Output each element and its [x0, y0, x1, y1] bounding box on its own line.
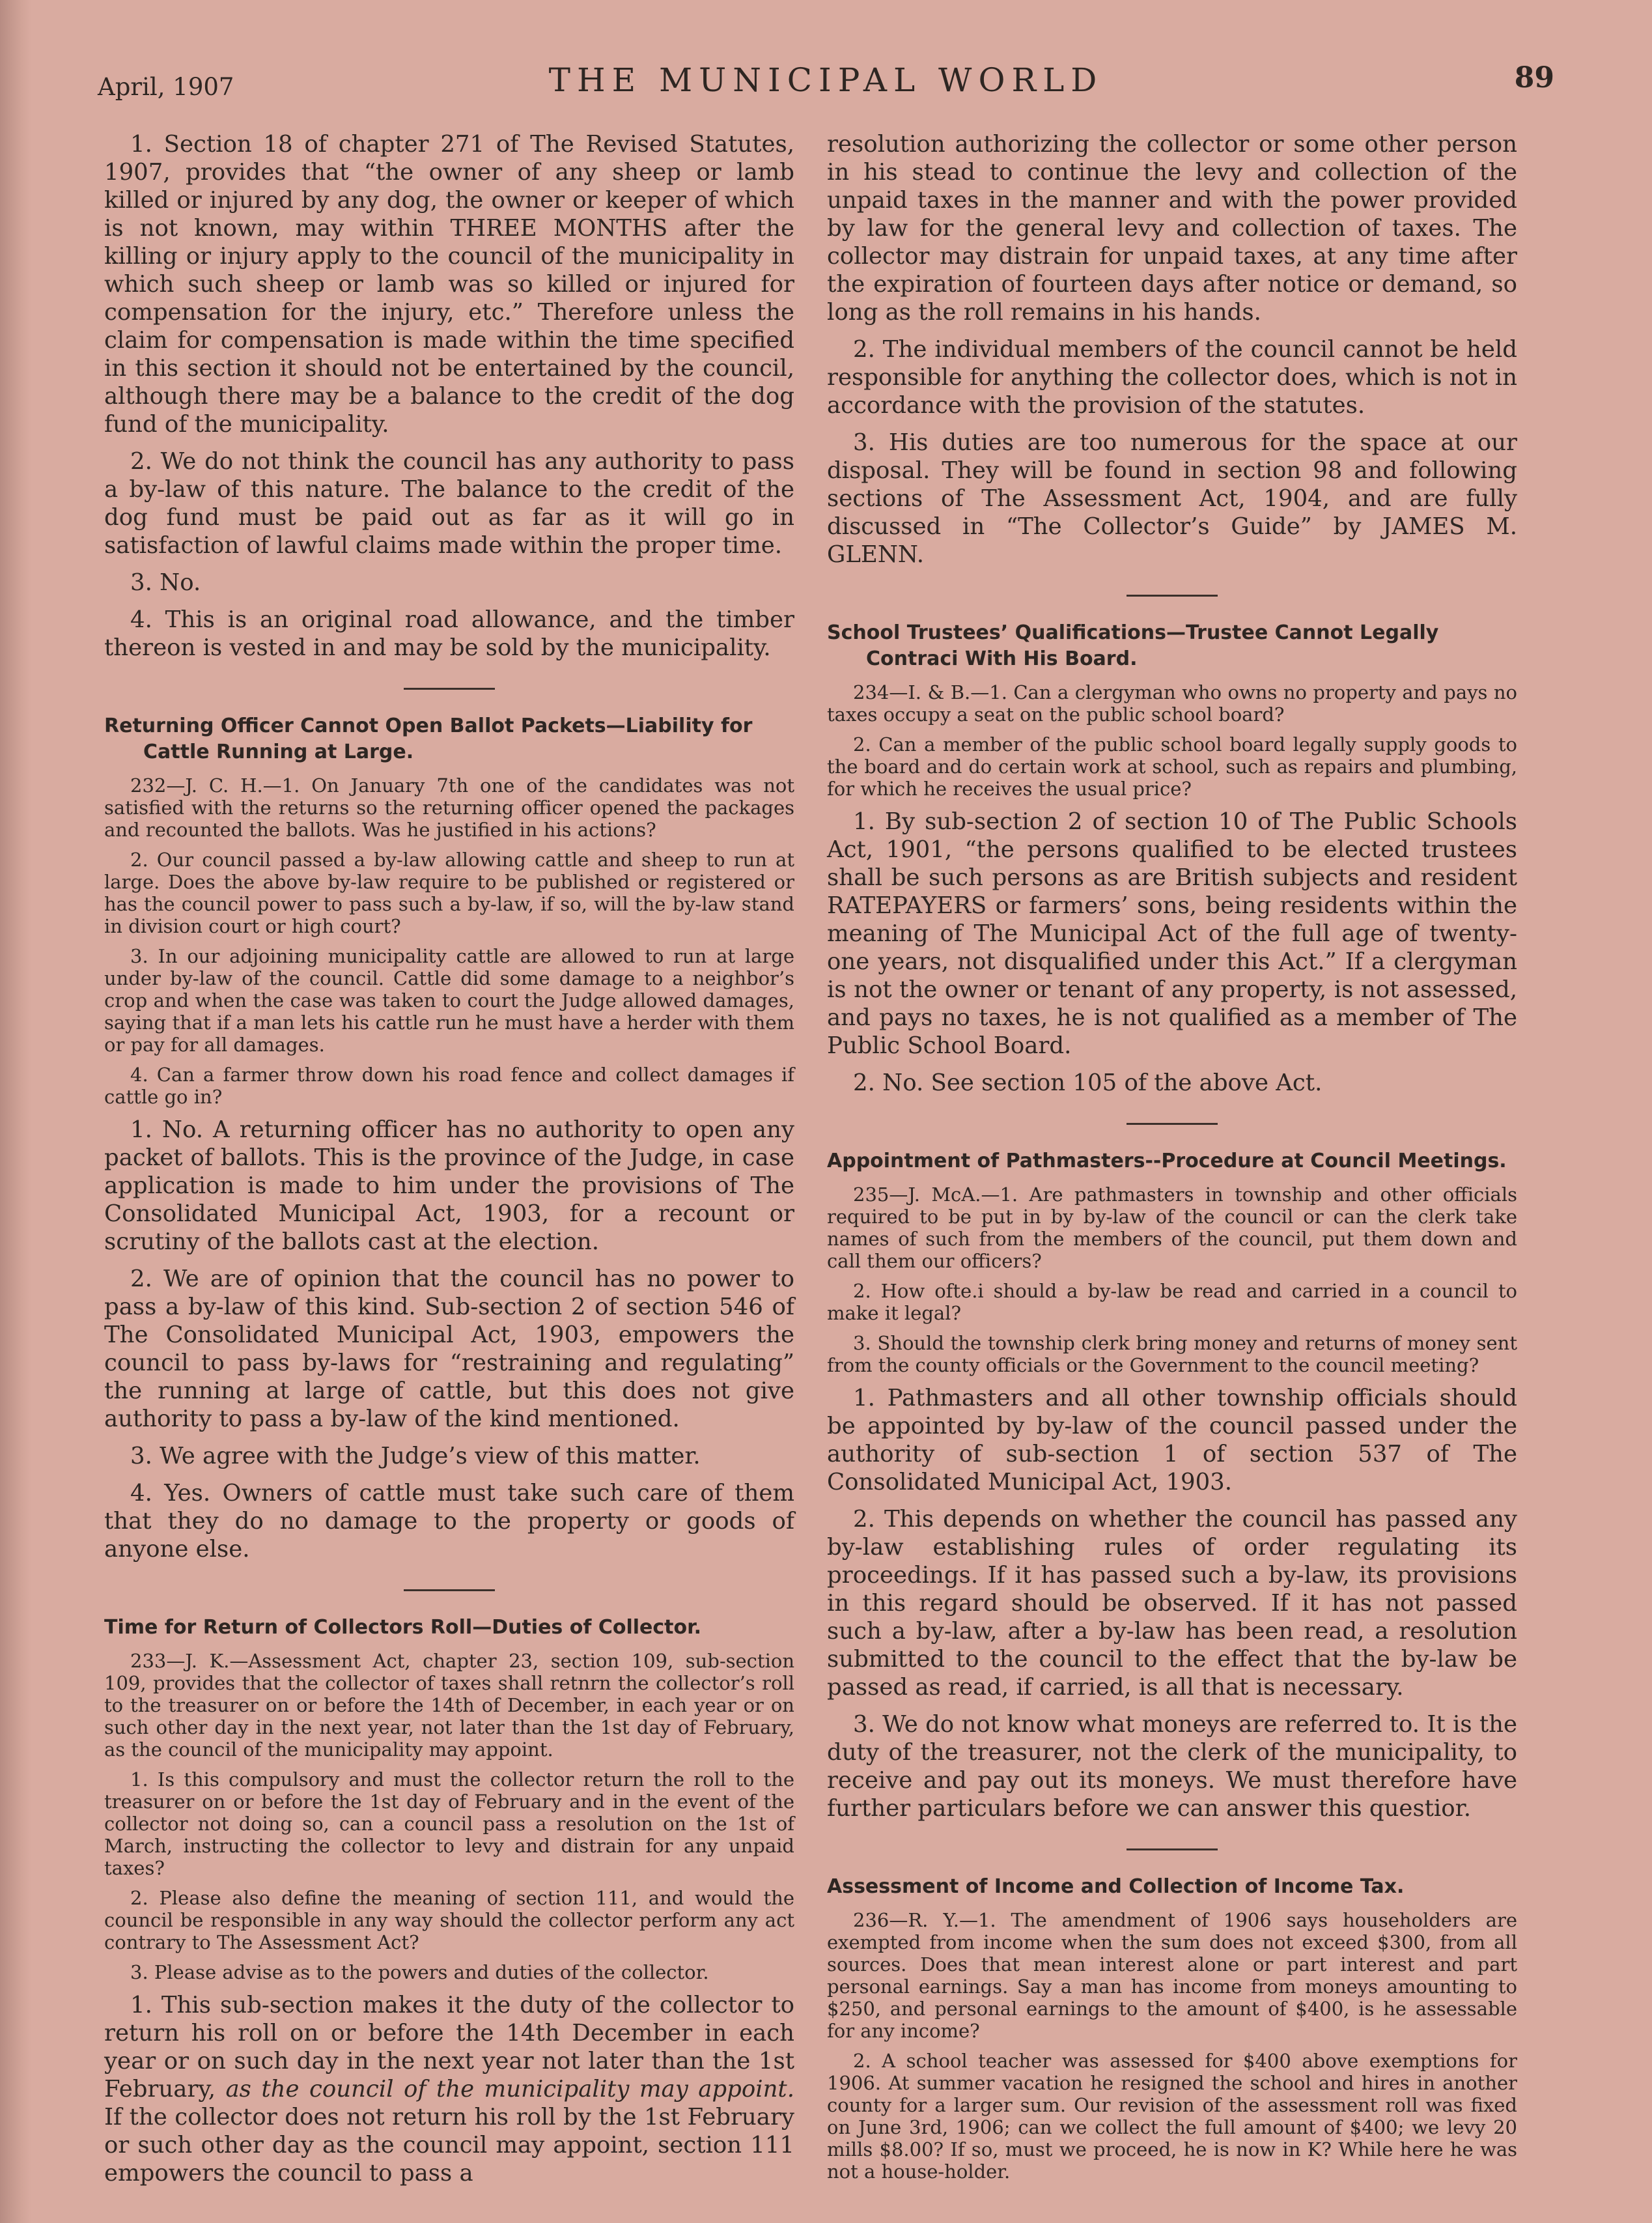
question-paragraph: 2. Please also define the meaning of section 111, and would the council be responsible in any way should the collector perform any act contrary to The Assessment Act? — [104, 1887, 794, 1953]
answer-paragraph — [104, 1991, 794, 2187]
section-heading-236: Assessment of Income and Collection of Income Tax. — [827, 1875, 1405, 1898]
question-paragraph: 233—J. K.—Assessment Act, chapter 23, section 109, sub-section 109, provides that the collector of taxes shall retnrn the collector’s roll to the treasurer on or before the 14th of December, in each year or on such other day in the next year, not later than the 1st day of February, as the council of the municipality may appoint. — [104, 1650, 794, 1761]
page-edge — [0, 0, 31, 2223]
question-paragraph: 3. In our adjoining municipality cattle are allowed to run at large under by-law of the council. Cattle did some damage to a neighbor’s crop and when the case was taken to court the Judge allowed damages, saying that if a man lets his cattle run he must have a herder with them or pay for all damages. — [104, 945, 794, 1056]
answer-paragraph: 4. Yes. Owners of cattle must take such care of them that they do no damage to the property or goods of anyone else. — [104, 1480, 794, 1563]
answer-paragraph: 2. No. See section 105 of the above Act. — [853, 1069, 1323, 1096]
answer-paragraph: 2. This depends on whether the council has passed any by-law establishing rules of order regulating its proceedings. If it has passed such a by-law, its provisions in this regard should be observed. If it has not passed such a by-law, after a by-law has been read, a resolution submitted to the council to the effect that the by-law be passed as read, if carried, is all that is necessary. — [827, 1506, 1517, 1701]
right-column — [827, 130, 1517, 2190]
question-paragraph: 232—J. C. H.—1. On January 7th one of the candidates was not satisfied with the returns so the returning officer opened the packages and recounted the ballots. Was he justified in his actions? — [104, 774, 794, 841]
answer-paragraph: 3. We do not know what moneys are referred to. It is the duty of the treasurer, not the clerk of the municipality, to receive and pay out its moneys. We must therefore have further particulars before we can answer this questior. — [827, 1711, 1517, 1822]
answer-paragraph: 4. This is an original road allowance, and the timber thereon is vested in and may be sold by the municipality. — [104, 606, 794, 661]
answer-text: If the collector does not return his roll by the 1st February or such other day as the council may appoint, section 111 empowers the council to pass a — [104, 2104, 794, 2187]
question-paragraph: 4. Can a farmer throw down his road fence and collect damages if cattle go in? — [104, 1064, 794, 1108]
section-divider — [1127, 1848, 1218, 1850]
answer-paragraph: 3. No. — [130, 569, 201, 596]
answer-paragraph: 1. Pathmasters and all other township officials should be appointed by by-law of the council passed under the authority of sub-section 1 of section 537 of The Consolidated Municipal Act, 1903. — [827, 1385, 1517, 1495]
answer-paragraph: 3. His duties are too numerous for the space at our disposal. They will be found in section 98 and following sections of The Assessment Act, 1904, and are fully discussed in “The Collector’s Guide” by JAMES M. GLENN. — [827, 429, 1517, 568]
answer-paragraph: 2. We are of opinion that the council has no power to pass a by-law of this kind. Sub-section 2 of section 546 of The Consolidated Municipal Act, 1903, empowers the council to pass by-laws for “restraining and regulating” the running at large of cattle, but this does not give authority to pass a by-law of the kind mentioned. — [104, 1266, 794, 1432]
question-paragraph: 235—J. McA.—1. Are pathmasters in township and other officials required to be put in by by-law of the council or can the clerk take names of such from the members of the council, put them down and call them our officers? — [827, 1183, 1517, 1272]
issue-date: April, 1907 — [98, 73, 234, 101]
answer-text: 1. This sub-section makes it the duty of the collector to return his roll on or before the 14th December in each year or on such day in the next year not later than the 1st February, — [104, 1992, 794, 2103]
section-divider — [404, 688, 495, 690]
question-paragraph: 2. A school teacher was assessed for $400 above exemptions for 1906. At summer vacation he resigned the school and hires in another county for a larger sum. Our revision of the assessment roll was fixed on June 3rd, 1906; can we collect the full amount of $400; we levy 20 mills $8.00? If so, must we proceed, he is now in K? While here he was not a house-holder. — [827, 2050, 1517, 2183]
answer-paragraph: 1. No. A returning officer has no authority to open any packet of ballots. This is the province of the Judge, in case application is made to him under the provisions of The Consolidated Municipal Act, 1903, for a recount or scrutiny of the ballots cast at the election. — [104, 1116, 794, 1255]
section-heading-232: Returning Officer Cannot Open Ballot Packets—Liability for Cattle Running at Large. — [104, 715, 753, 763]
section-heading-233: Time for Return of Collectors Roll—Duties of Collector. — [104, 1616, 702, 1639]
page-number: 89 — [1514, 61, 1554, 94]
question-paragraph: 1. Is this compulsory and must the collector return the roll to the treasurer on or before the 1st day of February and in the event of the collector not doing so, can a council pass a resolution on the 1st of March, instructing the collector to levy and distrain for any unpaid taxes? — [104, 1768, 794, 1879]
answer-italic-text: as the council of the municipality may appoint. — [225, 2076, 794, 2103]
answer-paragraph: 2. We do not think the council has any authority to pass a by-law of this nature. The balance to the credit of the dog fund must be paid out as far as it will go in satisfaction of lawful claims made within the proper time. — [104, 448, 794, 559]
answer-paragraph: 3. We agree with the Judge’s view of this matter. — [130, 1443, 701, 1469]
section-divider — [1127, 595, 1218, 597]
publication-title: THE MUNICIPAL WORLD — [548, 61, 1104, 99]
answer-paragraph: 2. The individual members of the council cannot be held responsible for anything the collector does, which is not in accordance with the provision of the statutes. — [827, 336, 1517, 419]
question-paragraph: 3. Please advise as to the powers and duties of the collector. — [130, 1961, 709, 1983]
section-divider — [404, 1589, 495, 1591]
question-paragraph: 234—I. & B.—1. Can a clergyman who owns no property and pays no taxes occupy a seat on the public school board? — [827, 681, 1517, 726]
section-heading-234: School Trustees’ Qualifications—Trustee Cannot Legally Contraci With His Board. — [827, 621, 1439, 670]
answer-paragraph: resolution authorizing the collector or some other person in his stead to continue the levy and collection of the unpaid taxes in the manner and with the power provided by law for the general levy and collection of taxes. The collector may distrain for unpaid taxes, at any time after the expiration of fourteen days after notice or demand, so long as the roll remains in his hands. — [827, 131, 1517, 326]
left-column — [104, 130, 794, 2196]
question-paragraph: 2. Our council passed a by-law allowing cattle and sheep to run at large. Does the above by-law require to be published or registered or has the council power to pass such a by-law, if so, will the by-law stand in division court or high court? — [104, 849, 794, 937]
page-header — [98, 57, 1554, 109]
section-heading-235: Appointment of Pathmasters--Procedure at Council Meetings. — [827, 1150, 1507, 1172]
question-paragraph: 3. Should the township clerk bring money and returns of money sent from the county officials or the Government to the council meeting? — [827, 1332, 1517, 1376]
question-paragraph: 236—R. Y.—1. The amendment of 1906 says householders are exempted from income when the sum does not exceed $300, from all sources. Does that mean interest alone or part interest and part personal earnings. Say a man has income from moneys amounting to $250, and personal earnings to the amount of $400, is he assessable for any income? — [827, 1909, 1517, 2042]
question-paragraph: 2. Can a member of the public school board legally supply goods to the board and do certain work at school, such as repairs and plumbing, for which he receives the usual price? — [827, 733, 1517, 800]
question-paragraph: 2. How ofte.i should a by-law be read and carried in a council to make it legal? — [827, 1280, 1517, 1324]
answer-paragraph: 1. Section 18 of chapter 271 of The Revised Statutes, 1907, provides that “the owner of any sheep or lamb killed or injured by any dog, the owner or keeper of which is not known, may within THREE MONTHS after the killing or injury apply to the council of the municipality in which such sheep or lamb was so killed or injured for compensation for the injury, etc.” Therefore unless the claim for compensation is made within the time specified in this section it should not be entertained by the council, although there may be a balance to the credit of the dog fund of the municipality. — [104, 131, 794, 438]
section-divider — [1127, 1123, 1218, 1125]
answer-paragraph: 1. By sub-section 2 of section 10 of The Public Schools Act, 1901, “the persons qualified to be elected trustees shall be such persons as are British subjects and resident RATEPAYERS or farmers’ sons, being residents within the meaning of The Municipal Act of the full age of twenty-one years, not disqualified under this Act.” If a clergyman is not the owner or tenant of any property, is not assessed, and pays no taxes, he is not qualified as a member of The Public School Board. — [827, 808, 1517, 1059]
